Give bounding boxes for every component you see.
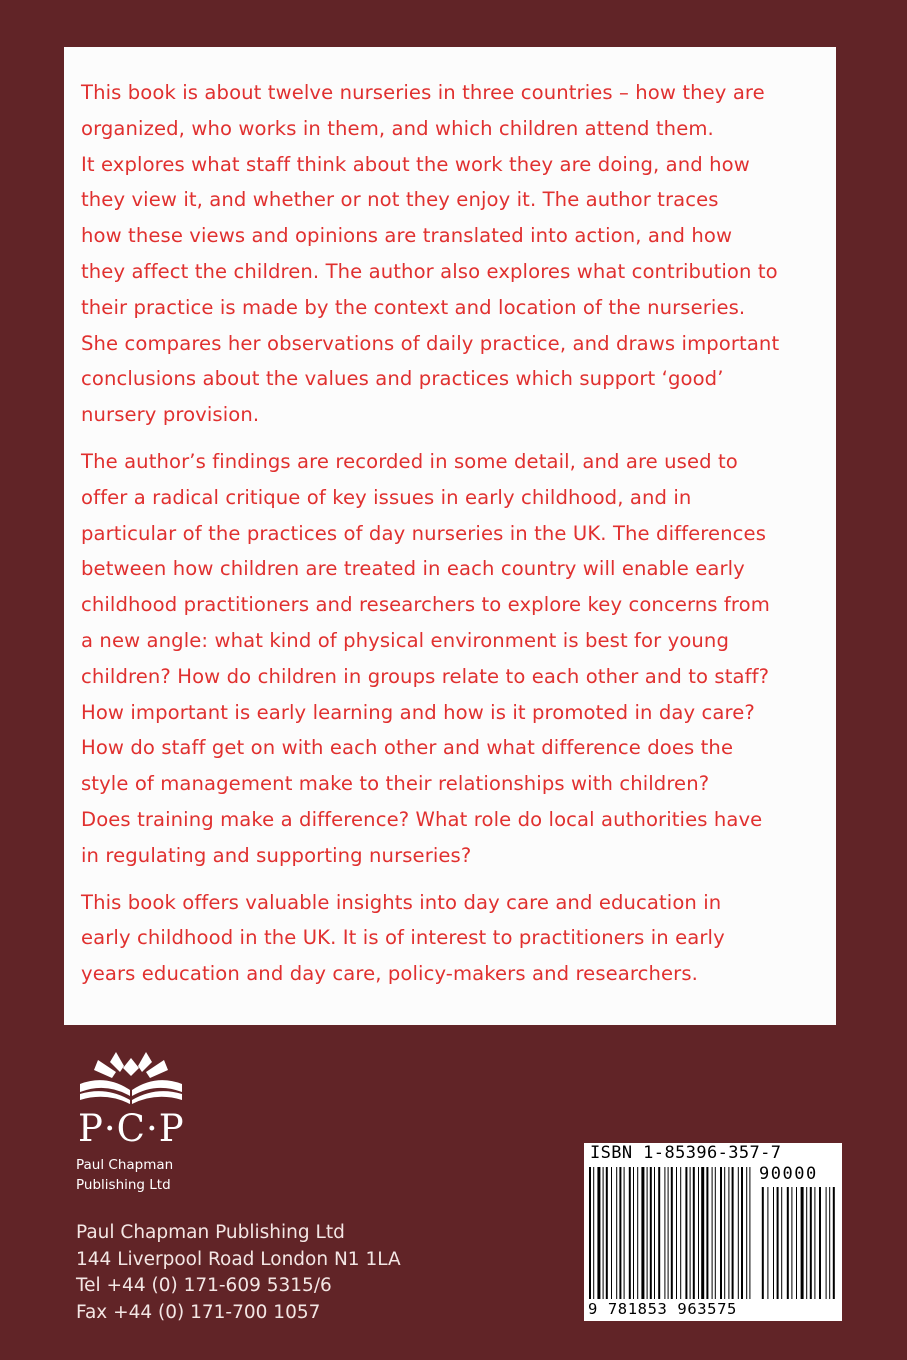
isbn-number: ISBN 1-85396-357-7 (590, 1143, 782, 1163)
ean-number: 9 781853 963575 (588, 1300, 737, 1318)
blurb-line: how these views and opinions are translated into action, and how (81, 224, 733, 248)
blurb-line: in regulating and supporting nurseries? (81, 843, 472, 867)
blurb-line: She compares her observations of daily practice, and draws important (81, 331, 780, 355)
blurb-line: It explores what staff think about the work they are doing, and how (81, 152, 750, 176)
price-code: 90000 (759, 1164, 818, 1184)
publisher-logo (76, 1046, 186, 1196)
blurb-line: nursery provision. (81, 403, 260, 427)
blurb-line: between how children are treated in each country will enable early (81, 557, 745, 581)
address-tel: Tel +44 (0) 171-609 5315/6 (76, 1275, 332, 1296)
blurb-paragraph-2 (81, 444, 822, 874)
address-company: Paul Chapman Publishing Ltd (76, 1222, 345, 1243)
logo-name-line: Publishing Ltd (76, 1177, 171, 1193)
blurb-paragraph-1 (81, 75, 822, 433)
blurb-line: How important is early learning and how is it promoted in day care? (81, 700, 755, 724)
blurb-line: particular of the practices of day nurseries in the UK. The differences (81, 521, 766, 545)
blurb-line: style of management make to their relationships with children? (81, 772, 710, 796)
blurb-line: How do staff get on with each other and what difference does the (81, 736, 734, 760)
blurb-line: early childhood in the UK. It is of interest to practitioners in early (81, 926, 725, 950)
barcode-bars (584, 1143, 842, 1321)
blurb-line: This book is about twelve nurseries in three countries – how they are (81, 81, 765, 104)
publisher-address (76, 1220, 401, 1326)
blurb-line: children? How do children in groups relate to each other and to staff? (81, 664, 770, 688)
blurb-line: offer a radical critique of key issues in early childhood, and in (81, 485, 692, 509)
blurb-line: The author’s findings are recorded in some detail, and are used to (81, 449, 738, 473)
blurb-line: they view it, and whether or not they enjoy it. The author traces (81, 188, 719, 212)
blurb-line: years education and day care, policy-makers and researchers. (81, 962, 698, 986)
logo-publisher-name (76, 1155, 173, 1195)
blurb-line: Does training make a difference? What role do local authorities have (81, 807, 763, 831)
address-fax: Fax +44 (0) 171-700 1057 (76, 1301, 321, 1323)
blurb-line: a new angle: what kind of physical environment is best for young (81, 628, 729, 652)
logo-name-line: Paul Chapman (76, 1157, 174, 1173)
open-book-icon (76, 1046, 186, 1108)
address-street: 144 Liverpool Road London N1 1LA (76, 1248, 401, 1270)
blurb-panel (64, 47, 836, 1025)
logo-mark: P·C·P (78, 1107, 185, 1150)
isbn-barcode (584, 1143, 842, 1321)
blurb-paragraph-3 (81, 885, 822, 992)
blurb-line: their practice is made by the context and location of the nurseries. (81, 295, 746, 319)
blurb-line: organized, who works in them, and which children attend them. (81, 116, 714, 140)
blurb-line: childhood practitioners and researchers to explore key concerns from (81, 593, 770, 617)
blurb-line: conclusions about the values and practices which support ‘good’ (81, 367, 724, 391)
blurb-line: they affect the children. The author also explores what contribution to (81, 259, 778, 283)
blurb-line: This book offers valuable insights into day care and education in (81, 890, 722, 914)
